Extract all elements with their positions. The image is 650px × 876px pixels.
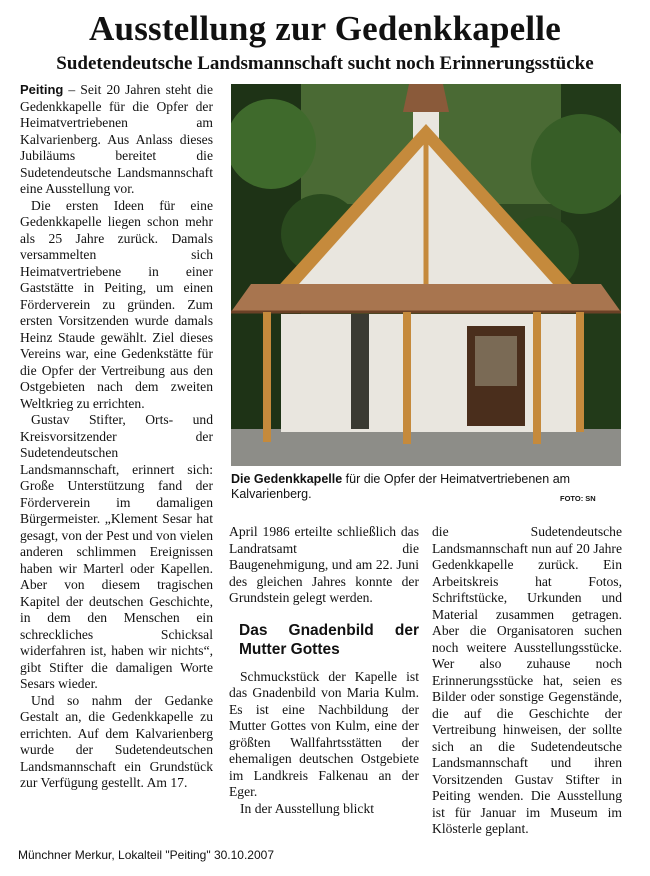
paragraph-7: In der Ausstellung blickt bbox=[240, 800, 375, 816]
paragraph-8: die Sudetendeutsche Landsmannschaft nun auf 20 Jahre Gedenkkapelle zurück. Ein Arbeitskreis hat Fotos, Schriftstücke, Urkunden und Material zusammen getragen. Aber die Organisatoren suchen noch weitere Ausstellungsstücke. Wer also zuhause noch Erinnerungsstücke hat, seien es Bilder oder sonstige Gegenstände, die auf die Geschichte der Vertreibung hinweisen, der sollte sich an die Sudetendeutsche Landsmannschaft und ihren Vorsitzenden Gustav Stifter in Peiting wenden. Die Ausstellung ist für Januar im Museum im Klösterle geplant. bbox=[432, 524, 622, 836]
dateline: Peiting bbox=[20, 82, 64, 97]
photo-credit: FOTO: SN bbox=[560, 494, 596, 503]
chapel-illustration bbox=[231, 84, 621, 466]
paragraph-4: Und so nahm der Gedanke Gestalt an, die Gedenkkapelle zu errichten. Auf dem Kalvarienberg wurde der Sudetendeutschen Landsmannschaft ein Grundstück zur Verfügung gestellt. Am 17. bbox=[20, 692, 213, 790]
article-column-1 bbox=[20, 82, 213, 792]
article-column-3 bbox=[432, 524, 622, 838]
headline: Ausstellung zur Gedenkkapelle bbox=[89, 9, 561, 48]
section-heading: Das Gnadenbild der Mutter Gottes bbox=[239, 621, 419, 658]
article-column-2 bbox=[229, 524, 419, 817]
paragraph-5: April 1986 erteilte schließlich das Landratsamt die Baugenehmigung, und am 22. Juni des gleichen Jahres konnte der Grundstein gelegt werden. bbox=[229, 524, 419, 605]
paragraph-1-text: – Seit 20 Jahren steht die Gedenkkapelle für die Opfer der Heimatvertriebenen am Kalvarienberg. Aus Anlass dieses Jubiläums bereitet die Sudetendeutsche Landsmannschaft eine Ausstellung vor. bbox=[20, 82, 213, 196]
subheadline: Sudetendeutsche Landsmannschaft sucht noch Erinnerungsstücke bbox=[56, 53, 594, 74]
paragraph-3: Gustav Stifter, Orts- und Kreisvorsitzender der Sudetendeutschen Landsmannschaft, erinnert sich: Große Unterstützung fand der Förderverein im damaligen Bürgermeister. „Klement Sesar hat gesagt, von der Pest und von vielen anderen schlimmen Ereignissen haben wir Marterl oder Kapellen. Aber von diesem tragischen Kapitel der deutschen Geschichte, in dem den Menschen ein schreckliches Schicksal widerfahren ist, haben wir nichts“, gibt Stifter die damaligen Worte Sesars wieder. bbox=[20, 412, 213, 691]
paragraph-6: Schmuckstück der Kapelle ist das Gnadenbild von Maria Kulm. Es ist eine Nachbildung der Mutter Gottes von Kulm, eine der größten Wallfahrtsstätten der ehemaligen deutschen Ostgebiete im Landkreis Falkenau an der Eger. bbox=[229, 668, 419, 799]
paragraph-2: Die ersten Ideen für eine Gedenkkapelle liegen schon mehr als 25 Jahre zurück. Damals versammelten sich Heimatvertriebene in einer Gaststätte in Peiting, um einen Förderverein zu gründen. Zum ersten Vorsitzenden wurde damals Heinz Staude gewählt. Ziel dieses Vereins war, eine Gedenkstätte für die Opfer der Vertreibung aus den Ostgebieten nach dem zweiten Weltkrieg zu errichten. bbox=[20, 197, 213, 411]
caption-text: für die Opfer der Heimatvertriebenen am Kalvarienberg. bbox=[231, 472, 571, 501]
chapel-photo bbox=[231, 84, 621, 466]
caption-bold: Die Gedenkkapelle bbox=[231, 472, 343, 486]
paragraph-1 bbox=[20, 82, 213, 198]
source-footer: Münchner Merkur, Lokalteil "Peiting" 30.10.2007 bbox=[18, 848, 275, 862]
